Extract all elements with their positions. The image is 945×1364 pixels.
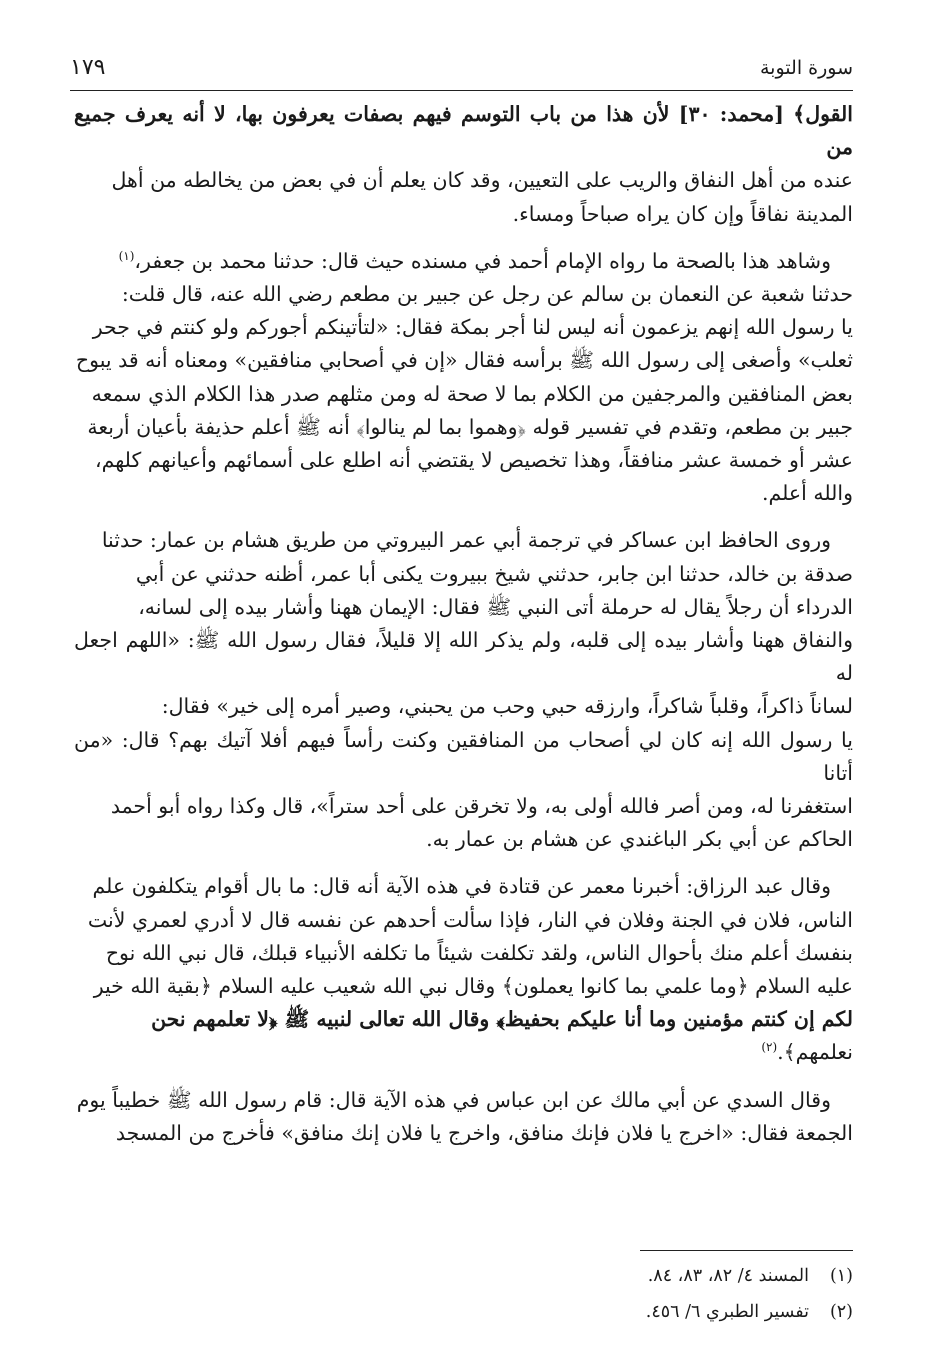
text-line: الجمعة فقال: «اخرج يا فلان فإنك منافق، واخرج يا فلان إنك منافق» فأخرج من المسجد — [115, 1120, 853, 1145]
footnote-number: (١) — [829, 1266, 853, 1286]
text-line: الدرداء أن رجلاً يقال له حرملة أتى النبي ﷺ فقال: الإيمان ههنا وأشار بيده إلى لسانه، — [138, 594, 853, 619]
text-line: وشاهد هذا بالصحة ما رواه الإمام أحمد في مسنده حيث قال: حدثنا محمد بن جعفر، — [134, 248, 831, 273]
surah-title: سورة التوبة — [760, 57, 853, 79]
footnote-text: المسند ٤/ ٨٢، ٨٣، ٨٤. — [647, 1266, 809, 1286]
text-line: الناس، فلان في الجنة وفلان في النار، فإذا سألت أحدهم عن نفسه قال لا أدري لعمري لأنت — [87, 907, 853, 932]
page-header — [70, 55, 853, 87]
text-line: يا رسول الله إنه كان لي أصحاب من المنافقين وكنت رأساً فيهم أفلا آتيك بهم؟ قال: «من أتانا — [74, 727, 853, 785]
text-line: وروى الحافظ ابن عساكر في ترجمة أبي عمر البيروتي من طريق هشام بن عمار: حدثنا — [101, 528, 831, 553]
page-number: ١٧٩ — [70, 55, 106, 80]
text-line: جبير بن مطعم، وتقدم في تفسير قوله ﴿وهموا بما لم ينالوا﴾ أنه ﷺ أعلم حذيفة بأعيان أربعة — [87, 414, 853, 439]
text-line: القول﴾ [محمد: ٣٠] لأن هذا من باب التوسم فيهم بصفات يعرفون بها، لا أنه يعرف جميع من — [74, 102, 853, 160]
footnote-divider — [640, 1250, 853, 1251]
text-line: الحاكم عن أبي بكر الباغندي عن هشام بن عمار به. — [426, 827, 853, 852]
paragraph-5 — [74, 1084, 853, 1150]
text-line: استغفرنا له، ومن أصر فالله أولى به، ولا تخرقن على أحد ستراً»، قال وكذا رواه أبو أحمد — [110, 794, 853, 819]
footnote-1 — [74, 1258, 853, 1294]
paragraph-3 — [74, 524, 853, 856]
main-text — [74, 98, 853, 1150]
header-divider — [70, 90, 853, 91]
text-line: صدقة بن خالد، حدثنا ابن جابر، حدثني شيخ ببيروت يكنى أبا عمر، أظنه حدثني عن أبي — [135, 561, 853, 586]
text-line: يا رسول الله إنهم يزعمون أنه ليس لنا أجر بمكة فقال: «لتأتينكم أجوركم ولو كنتم في جحر — [92, 315, 853, 340]
text-line: بنفسك أعلم منك بأحوال الناس، ولقد تكلفت شيئاً ما تكلفه الأنبياء قبلك، قال نبي الله نوح — [105, 940, 853, 965]
footnote-marker[interactable]: (٢) — [761, 1040, 778, 1055]
text-line: المدينة نفاقاً وإن كان يراه صباحاً ومساء. — [512, 201, 853, 226]
text-line: لكم إن كنتم مؤمنين وما أنا عليكم بحفيظ﴾ وقال الله تعالى لنبيه ﷺ ﴿لا تعلمهم نحن — [151, 1007, 853, 1032]
footnote-2 — [74, 1294, 853, 1330]
text-line: عنده من أهل النفاق والريب على التعيين، وقد كان يعلم أن في بعض من يخالطه من أهل — [111, 168, 853, 193]
text-line: وقال عبد الرزاق: أخبرنا معمر عن قتادة في هذه الآية أنه قال: ما بال أقوام يتكلفون علم — [92, 874, 831, 899]
footnote-text: تفسير الطبري ٦/ ٤٥٦. — [645, 1302, 809, 1322]
footnotes — [74, 1258, 853, 1330]
text-line: نعلمهم﴾. — [777, 1040, 853, 1065]
paragraph-2 — [74, 245, 853, 511]
paragraph-4 — [74, 870, 853, 1069]
footnote-number: (٢) — [829, 1302, 853, 1322]
text-line: وقال السدي عن أبي مالك عن ابن عباس في هذه الآية قال: قام رسول الله ﷺ خطيباً يوم — [76, 1087, 831, 1112]
text-line: والله أعلم. — [761, 481, 853, 506]
text-line: ثعلب» وأصغى إلى رسول الله ﷺ برأسه فقال «إن في أصحابي منافقين» ومعناه أنه قد يبوح — [75, 348, 853, 373]
text-line: بعض المنافقين والمرجفين من الكلام بما لا صحة له ومن مثلهم صدر هذا الكلام الذي سمعه — [91, 381, 853, 406]
text-line: عليه السلام ﴿وما علمي بما كانوا يعملون﴾ وقال نبي الله شعيب عليه السلام ﴿بقية الله خير — [93, 974, 853, 999]
text-line: والنفاق ههنا وأشار بيده إلى قلبه، ولم يذكر الله إلا قليلاً، فقال رسول الله ﷺ: «اللهم اجعل له — [74, 628, 853, 686]
text-line: حدثنا شعبة عن النعمان بن سالم عن رجل عن جبير بن مطعم رضي الله عنه، قال قلت: — [121, 282, 853, 307]
paragraph-1 — [74, 98, 853, 231]
footnote-marker[interactable]: (١) — [118, 248, 135, 263]
text-line: عشر أو خمسة عشر منافقاً، وهذا تخصيص لا يقتضي أنه اطلع على أسمائهم وأعيانهم كلهم، — [94, 448, 853, 473]
text-line: لساناً ذاكراً، وقلباً شاكراً، وارزقه حبي وحب من يحبني، وصير أمره إلى خير» فقال: — [161, 694, 853, 719]
